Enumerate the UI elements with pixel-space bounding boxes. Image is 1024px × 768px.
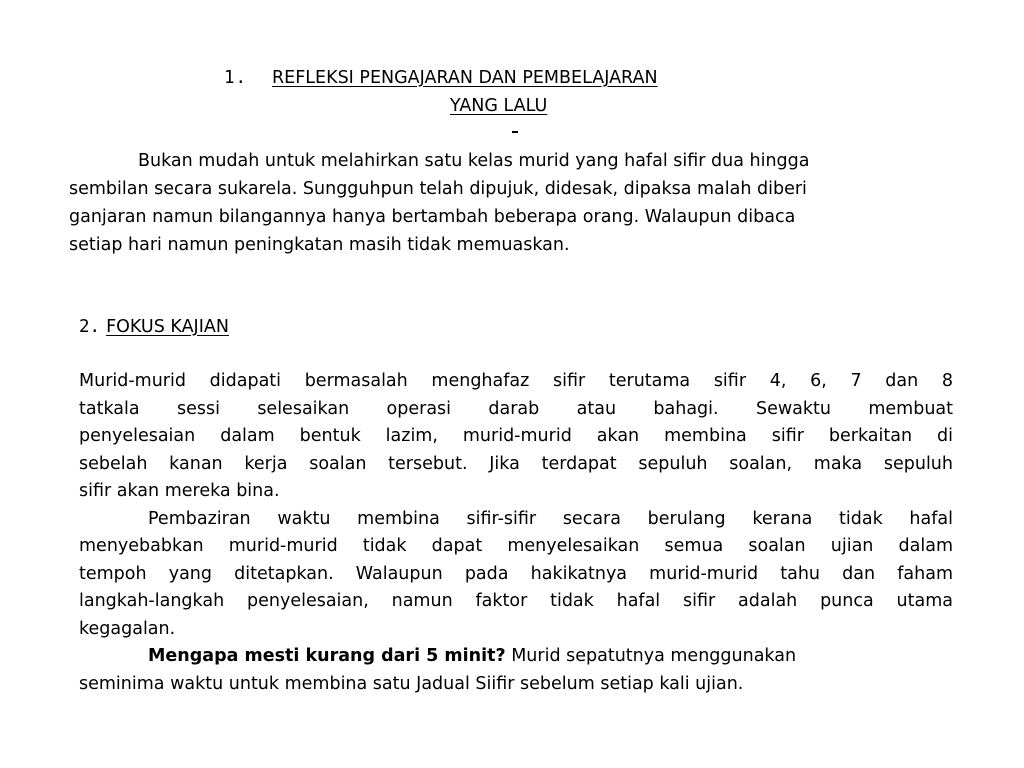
section-1-number: 1. xyxy=(224,68,248,88)
paragraph-2-line: kegagalan. xyxy=(79,618,176,639)
section-1-line: ganjaran namun bilangannya hanya bertambah beberapa orang. Walaupun dibaca xyxy=(69,207,796,227)
section-2-heading xyxy=(79,313,229,341)
section-1-title-line-2: YANG LALU xyxy=(450,96,548,116)
paragraph-3-question: Mengapa mesti kurang dari 5 minit? xyxy=(148,646,506,666)
section-1-paragraph xyxy=(69,147,949,259)
paragraph-2-line: menyebabkan murid-murid tidak dapat menyelesaikan semua soalan ujian dalam xyxy=(79,536,953,556)
paragraph-3-line xyxy=(79,643,953,671)
paragraph-2-line: Pembaziran waktu membina sifir-sifir secara berulang kerana tidak hafal xyxy=(148,508,953,529)
section-2-title: FOKUS KAJIAN xyxy=(106,317,229,337)
section-2-number: 2. xyxy=(79,317,101,337)
section-1-heading xyxy=(224,64,844,120)
paragraph-1-line: sifir akan mereka bina. xyxy=(79,481,280,501)
paragraph-3-rest: Murid sepatutnya menggunakan xyxy=(505,646,797,666)
paragraph-1-line: sebelah kanan kerja soalan tersebut. Jika terdapat sepuluh soalan, maka sepuluh xyxy=(79,453,953,474)
dash-mark xyxy=(512,131,518,133)
section-1-line: sembilan secara sukarela. Sungguhpun telah dipujuk, didesak, dipaksa malah diberi xyxy=(69,179,807,199)
paragraph-3-line: seminima waktu untuk membina satu Jadual Siifir sebelum setiap kali ujian. xyxy=(79,673,744,694)
paragraph-2-line: langkah-langkah penyelesaian, namun faktor tidak hafal sifir adalah punca utama xyxy=(79,591,953,611)
paragraph-1-line: Murid-murid didapati bermasalah menghafaz sifir terutama sifir 4, 6, 7 dan 8 xyxy=(79,371,953,391)
paragraph-2-line: tempoh yang ditetapkan. Walaupun pada hakikatnya murid-murid tahu dan faham xyxy=(79,563,953,584)
section-2-body xyxy=(79,368,953,698)
section-1-line: setiap hari namun peningkatan masih tidak memuaskan. xyxy=(69,235,570,255)
section-1-title-line-2-wrap xyxy=(224,92,844,120)
section-1-title-line-1: REFLEKSI PENGAJARAN DAN PEMBELAJARAN xyxy=(272,68,658,88)
section-1-line: Bukan mudah untuk melahirkan satu kelas murid yang hafal sifir dua hingga xyxy=(138,151,810,171)
paragraph-1-line: tatkala sessi selesaikan operasi darab atau bahagi. Sewaktu membuat xyxy=(79,398,953,419)
paragraph-1-line: penyelesaian dalam bentuk lazim, murid-murid akan membina sifir berkaitan di xyxy=(79,426,953,446)
